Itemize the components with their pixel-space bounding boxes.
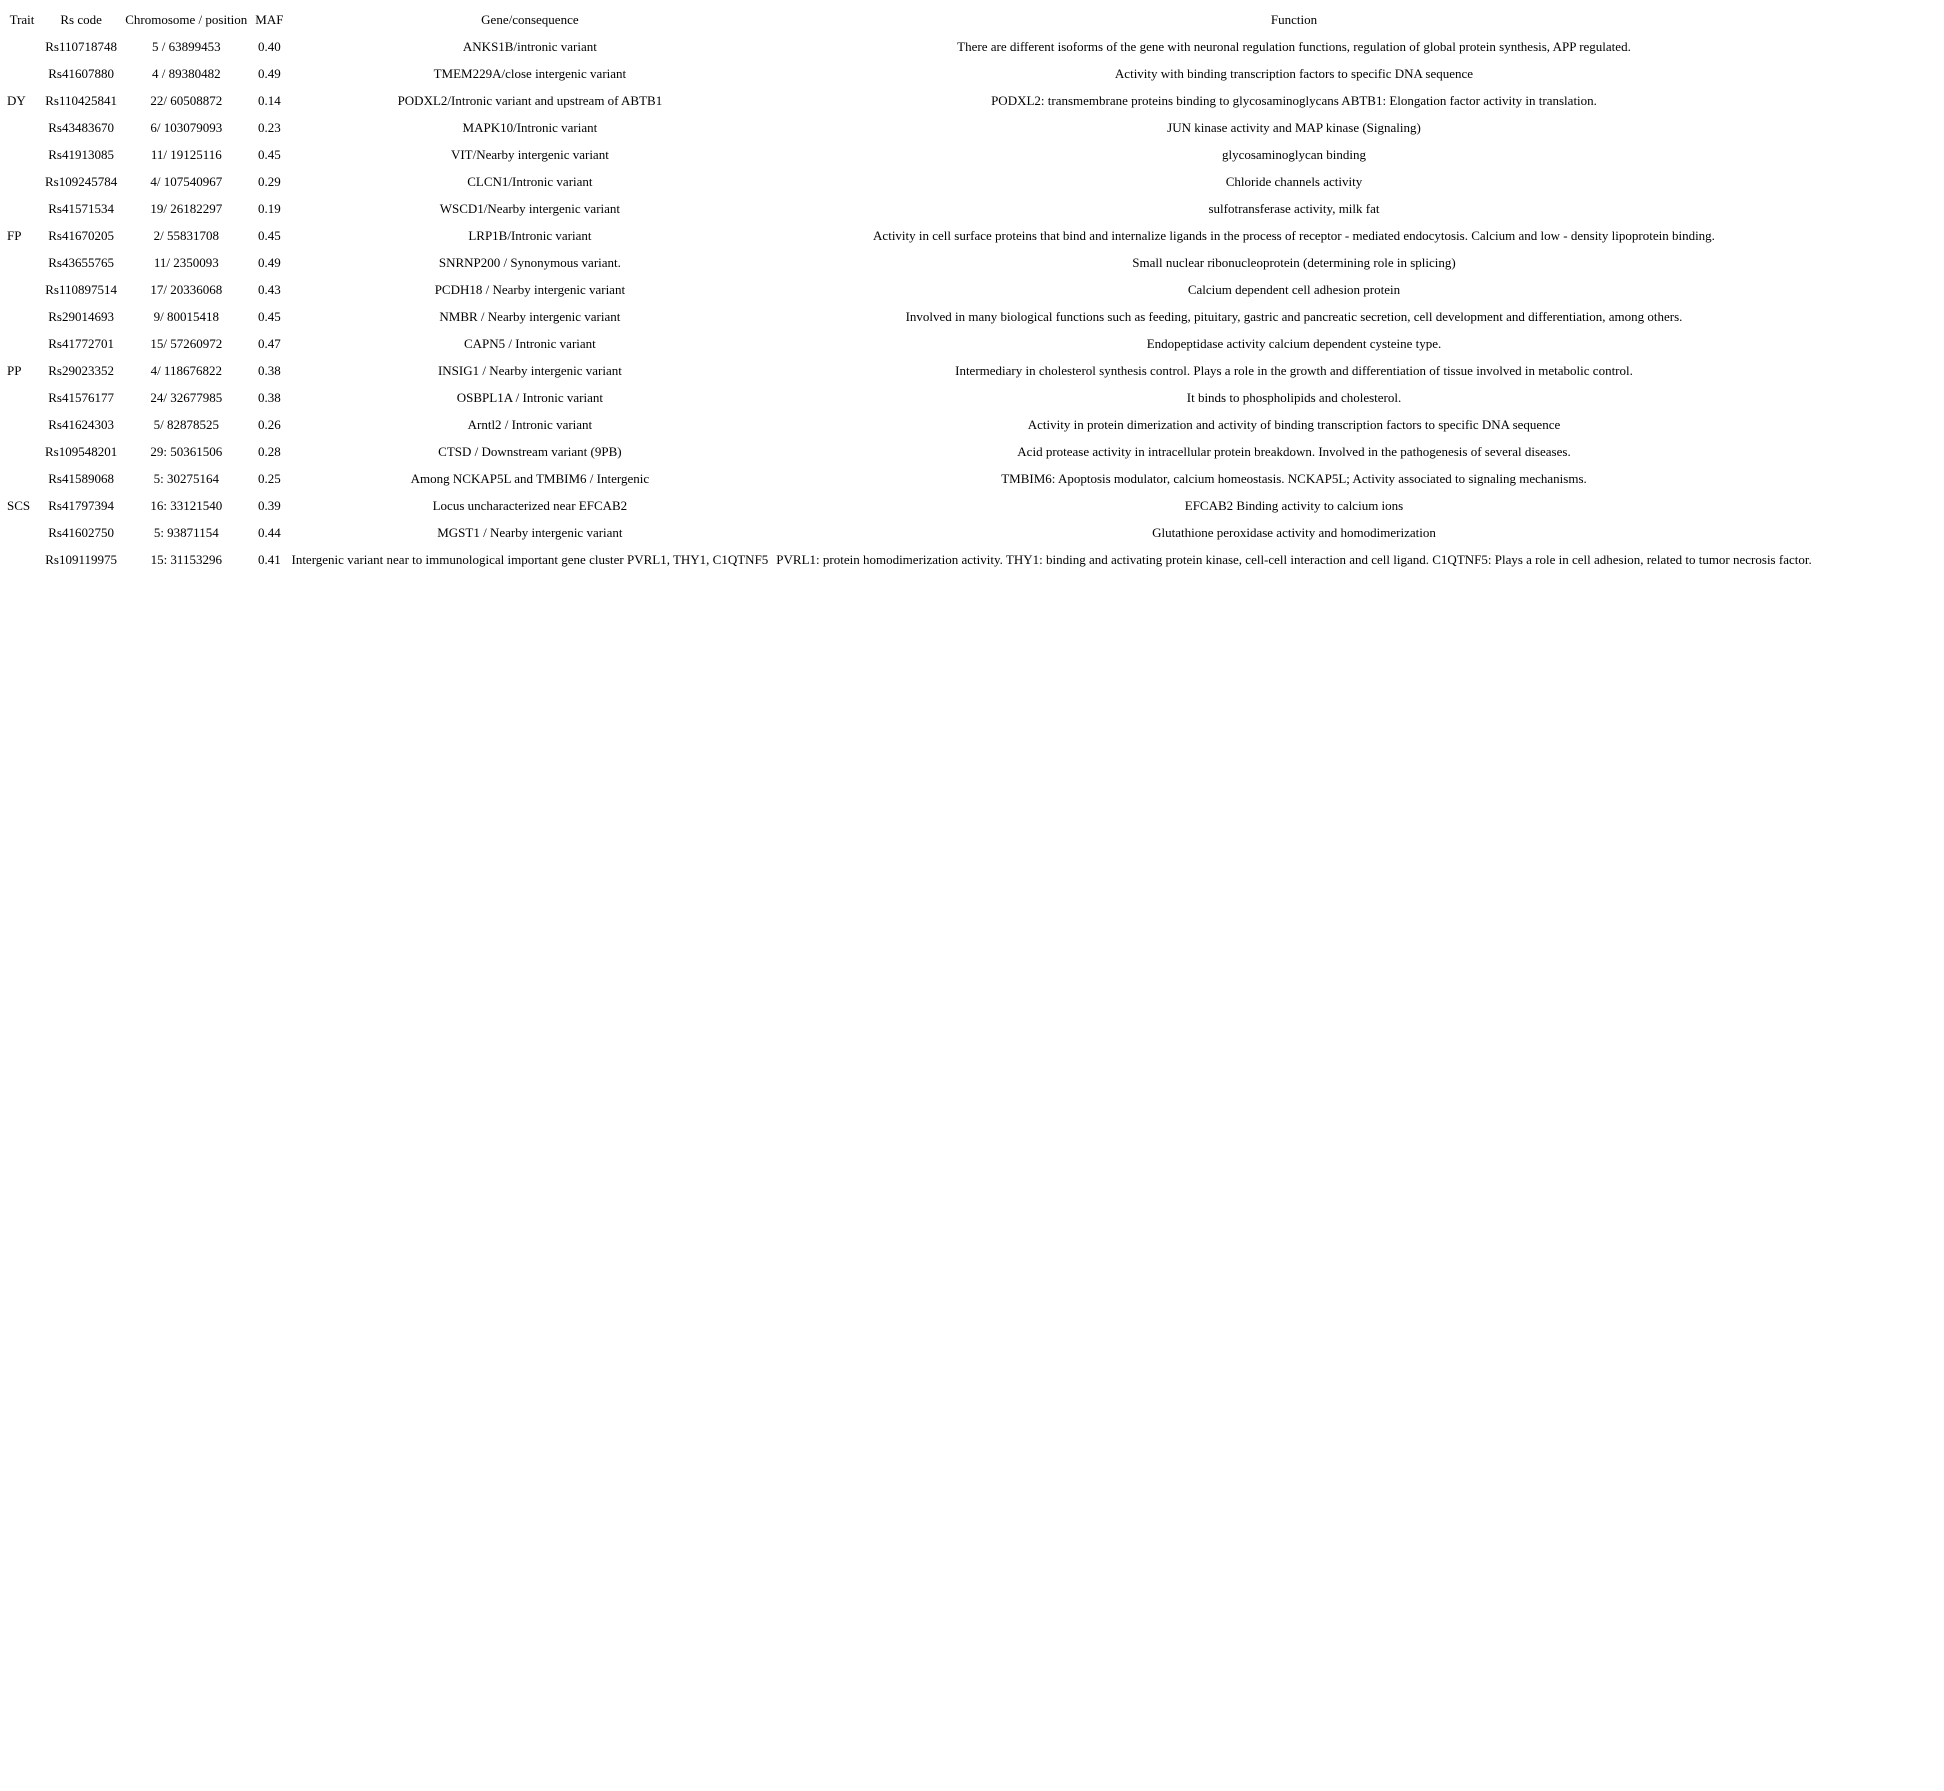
cell-gene-consequence: PCDH18 / Nearby intergenic variant bbox=[434, 282, 626, 297]
table-row bbox=[3, 114, 1816, 141]
cell-rs-code: Rs41576177 bbox=[48, 390, 114, 405]
cell-function: There are different isoforms of the gene with neuronal regulation functions, regulation of global protein synthesis, APP regulated. bbox=[957, 39, 1631, 54]
cell-chromosome-position: 4/ 107540967 bbox=[150, 174, 223, 189]
cell-trait bbox=[3, 438, 41, 465]
cell-function: sulfotransferase activity, milk fat bbox=[1208, 201, 1380, 216]
cell-chromosome-position: 22/ 60508872 bbox=[150, 93, 223, 108]
table-row bbox=[3, 168, 1816, 195]
cell-maf: 0.47 bbox=[258, 336, 281, 351]
table-row bbox=[3, 384, 1816, 411]
cell-maf: 0.14 bbox=[258, 93, 281, 108]
cell-maf: 0.19 bbox=[258, 201, 281, 216]
cell-rs-code: Rs41624303 bbox=[48, 417, 114, 432]
cell-chromosome-position: 11/ 2350093 bbox=[153, 255, 219, 270]
cell-function: Activity in cell surface proteins that bind and internalize ligands in the process of receptor - mediated endocytosis. Calcium and low - density lipoprotein binding. bbox=[873, 228, 1715, 243]
header-row bbox=[3, 6, 1816, 33]
cell-rs-code: Rs109548201 bbox=[45, 444, 118, 459]
cell-rs-code: Rs29023352 bbox=[48, 363, 114, 378]
cell-chromosome-position: 5/ 82878525 bbox=[153, 417, 219, 432]
cell-chromosome-position: 16: 33121540 bbox=[150, 498, 223, 513]
cell-rs-code: Rs43483670 bbox=[48, 120, 114, 135]
cell-maf: 0.29 bbox=[258, 174, 281, 189]
cell-trait bbox=[3, 519, 41, 546]
cell-trait bbox=[3, 141, 41, 168]
cell-maf: 0.49 bbox=[258, 66, 281, 81]
table-row bbox=[3, 195, 1816, 222]
cell-trait bbox=[3, 411, 41, 438]
table-row bbox=[3, 33, 1816, 60]
cell-gene-consequence: LRP1B/Intronic variant bbox=[468, 228, 592, 243]
table-row bbox=[3, 141, 1816, 168]
cell-rs-code: Rs41772701 bbox=[48, 336, 114, 351]
cell-function: PVRL1: protein homodimerization activity. THY1: binding and activating protein kinase, cell-cell interaction and cell ligand. C1QTNF5: Plays a role in cell adhesion, related to tumor necrosis factor. bbox=[776, 552, 1812, 567]
cell-maf: 0.45 bbox=[258, 228, 281, 243]
cell-trait bbox=[3, 465, 41, 492]
cell-trait bbox=[3, 168, 41, 195]
cell-gene-consequence: Arntl2 / Intronic variant bbox=[467, 417, 593, 432]
cell-maf: 0.25 bbox=[258, 471, 281, 486]
header-function: Function bbox=[1270, 12, 1318, 27]
header-maf: MAF bbox=[255, 12, 284, 27]
cell-chromosome-position: 11/ 19125116 bbox=[150, 147, 222, 162]
header-gene-consequence: Gene/consequence bbox=[481, 12, 579, 27]
table-row bbox=[3, 303, 1816, 330]
cell-function: Chloride channels activity bbox=[1225, 174, 1363, 189]
cell-function: Involved in many biological functions such as feeding, pituitary, gastric and pancreatic secretion, cell development and differentiation, among others. bbox=[905, 309, 1683, 324]
cell-gene-consequence: Intergenic variant near to immunological important gene cluster PVRL1, THY1, C1QTNF5 bbox=[291, 552, 769, 567]
table-row bbox=[3, 330, 1816, 357]
cell-gene-consequence: Among NCKAP5L and TMBIM6 / Intergenic bbox=[410, 471, 650, 486]
cell-rs-code: Rs41913085 bbox=[48, 147, 114, 162]
snp-table bbox=[3, 6, 1816, 573]
cell-gene-consequence: CTSD / Downstream variant (9PB) bbox=[438, 444, 622, 459]
cell-function: Intermediary in cholesterol synthesis control. Plays a role in the growth and differentiation of tissue involved in metabolic control. bbox=[955, 363, 1633, 378]
cell-gene-consequence: WSCD1/Nearby intergenic variant bbox=[439, 201, 621, 216]
cell-chromosome-position: 4 / 89380482 bbox=[151, 66, 221, 81]
cell-trait: DY bbox=[7, 93, 26, 108]
table-row bbox=[3, 357, 1816, 384]
cell-function: Activity in protein dimerization and activity of binding transcription factors to specific DNA sequence bbox=[1027, 417, 1561, 432]
cell-chromosome-position: 4/ 118676822 bbox=[150, 363, 222, 378]
cell-gene-consequence: OSBPL1A / Intronic variant bbox=[456, 390, 604, 405]
table-row bbox=[3, 411, 1816, 438]
cell-gene-consequence: NMBR / Nearby intergenic variant bbox=[439, 309, 621, 324]
cell-gene-consequence: Locus uncharacterized near EFCAB2 bbox=[432, 498, 628, 513]
cell-maf: 0.28 bbox=[258, 444, 281, 459]
cell-rs-code: Rs110425841 bbox=[45, 93, 117, 108]
cell-chromosome-position: 5: 30275164 bbox=[153, 471, 219, 486]
table-row bbox=[3, 438, 1816, 465]
cell-trait bbox=[3, 303, 41, 330]
cell-rs-code: Rs109119975 bbox=[45, 552, 117, 567]
cell-trait bbox=[3, 195, 41, 222]
cell-function: Glutathione peroxidase activity and homodimerization bbox=[1152, 525, 1436, 540]
cell-trait bbox=[3, 249, 41, 276]
cell-chromosome-position: 9/ 80015418 bbox=[153, 309, 219, 324]
cell-trait bbox=[3, 114, 41, 141]
cell-rs-code: Rs41571534 bbox=[48, 201, 114, 216]
cell-rs-code: Rs43655765 bbox=[48, 255, 114, 270]
cell-rs-code: Rs41607880 bbox=[48, 66, 114, 81]
header-chromosome-position: Chromosome / position bbox=[125, 12, 248, 27]
cell-function: JUN kinase activity and MAP kinase (Signaling) bbox=[1167, 120, 1421, 135]
cell-function: Activity with binding transcription factors to specific DNA sequence bbox=[1114, 66, 1474, 81]
cell-function: EFCAB2 Binding activity to calcium ions bbox=[1184, 498, 1404, 513]
cell-function: Acid protease activity in intracellular protein breakdown. Involved in the pathogenesis of several diseases. bbox=[1017, 444, 1571, 459]
cell-rs-code: Rs110897514 bbox=[45, 282, 117, 297]
cell-chromosome-position: 19/ 26182297 bbox=[150, 201, 223, 216]
table-body bbox=[3, 33, 1816, 573]
cell-maf: 0.41 bbox=[258, 552, 281, 567]
table-row bbox=[3, 276, 1816, 303]
cell-chromosome-position: 6/ 103079093 bbox=[150, 120, 223, 135]
cell-gene-consequence: CLCN1/Intronic variant bbox=[467, 174, 593, 189]
cell-gene-consequence: PODXL2/Intronic variant and upstream of ABTB1 bbox=[397, 93, 663, 108]
cell-gene-consequence: SNRNP200 / Synonymous variant. bbox=[438, 255, 621, 270]
cell-chromosome-position: 24/ 32677985 bbox=[150, 390, 223, 405]
cell-maf: 0.38 bbox=[258, 390, 281, 405]
cell-function: Small nuclear ribonucleoprotein (determining role in splicing) bbox=[1132, 255, 1456, 270]
cell-gene-consequence: TMEM229A/close intergenic variant bbox=[433, 66, 627, 81]
cell-function: PODXL2: transmembrane proteins binding to glycosaminoglycans ABTB1: Elongation factor activity in translation. bbox=[991, 93, 1597, 108]
cell-trait bbox=[3, 276, 41, 303]
cell-rs-code: Rs29014693 bbox=[48, 309, 114, 324]
cell-gene-consequence: MAPK10/Intronic variant bbox=[462, 120, 598, 135]
table-row bbox=[3, 222, 1816, 249]
cell-rs-code: Rs110718748 bbox=[45, 39, 117, 54]
cell-trait bbox=[3, 33, 41, 60]
cell-maf: 0.43 bbox=[258, 282, 281, 297]
cell-maf: 0.44 bbox=[258, 525, 281, 540]
cell-maf: 0.39 bbox=[258, 498, 281, 513]
table-row bbox=[3, 519, 1816, 546]
cell-chromosome-position: 5 / 63899453 bbox=[151, 39, 221, 54]
cell-maf: 0.23 bbox=[258, 120, 281, 135]
cell-trait: PP bbox=[7, 363, 22, 378]
cell-rs-code: Rs41602750 bbox=[48, 525, 114, 540]
cell-chromosome-position: 15: 31153296 bbox=[150, 552, 222, 567]
cell-maf: 0.40 bbox=[258, 39, 281, 54]
cell-trait bbox=[3, 60, 41, 87]
table-row bbox=[3, 249, 1816, 276]
cell-gene-consequence: VIT/Nearby intergenic variant bbox=[450, 147, 609, 162]
table-row bbox=[3, 465, 1816, 492]
cell-rs-code: Rs109245784 bbox=[45, 174, 118, 189]
table-row bbox=[3, 87, 1816, 114]
cell-chromosome-position: 2/ 55831708 bbox=[153, 228, 219, 243]
cell-function: Endopeptidase activity calcium dependent cysteine type. bbox=[1146, 336, 1442, 351]
cell-trait bbox=[3, 546, 41, 573]
table-row bbox=[3, 60, 1816, 87]
table-row bbox=[3, 546, 1816, 573]
cell-function: TMBIM6: Apoptosis modulator, calcium homeostasis. NCKAP5L; Activity associated to signaling mechanisms. bbox=[1001, 471, 1587, 486]
header-rs-code: Rs code bbox=[60, 12, 102, 27]
cell-function: Calcium dependent cell adhesion protein bbox=[1187, 282, 1401, 297]
cell-gene-consequence: MGST1 / Nearby intergenic variant bbox=[437, 525, 623, 540]
cell-function: glycosaminoglycan binding bbox=[1221, 147, 1367, 162]
cell-rs-code: Rs41589068 bbox=[48, 471, 114, 486]
cell-trait bbox=[3, 330, 41, 357]
cell-trait bbox=[3, 384, 41, 411]
cell-gene-consequence: INSIG1 / Nearby intergenic variant bbox=[437, 363, 622, 378]
cell-chromosome-position: 29: 50361506 bbox=[150, 444, 223, 459]
cell-maf: 0.26 bbox=[258, 417, 281, 432]
cell-chromosome-position: 5: 93871154 bbox=[153, 525, 219, 540]
cell-function: It binds to phospholipids and cholesterol. bbox=[1186, 390, 1402, 405]
table-row bbox=[3, 492, 1816, 519]
cell-gene-consequence: ANKS1B/intronic variant bbox=[462, 39, 597, 54]
cell-maf: 0.38 bbox=[258, 363, 281, 378]
header-trait: Trait bbox=[9, 12, 35, 27]
cell-gene-consequence: CAPN5 / Intronic variant bbox=[463, 336, 596, 351]
cell-maf: 0.45 bbox=[258, 309, 281, 324]
cell-chromosome-position: 17/ 20336068 bbox=[150, 282, 223, 297]
cell-trait: FP bbox=[7, 228, 22, 243]
cell-maf: 0.49 bbox=[258, 255, 281, 270]
cell-maf: 0.45 bbox=[258, 147, 281, 162]
cell-rs-code: Rs41670205 bbox=[48, 228, 114, 243]
cell-trait: SCS bbox=[7, 498, 31, 513]
cell-chromosome-position: 15/ 57260972 bbox=[150, 336, 223, 351]
cell-rs-code: Rs41797394 bbox=[48, 498, 114, 513]
table-header bbox=[3, 6, 1816, 33]
